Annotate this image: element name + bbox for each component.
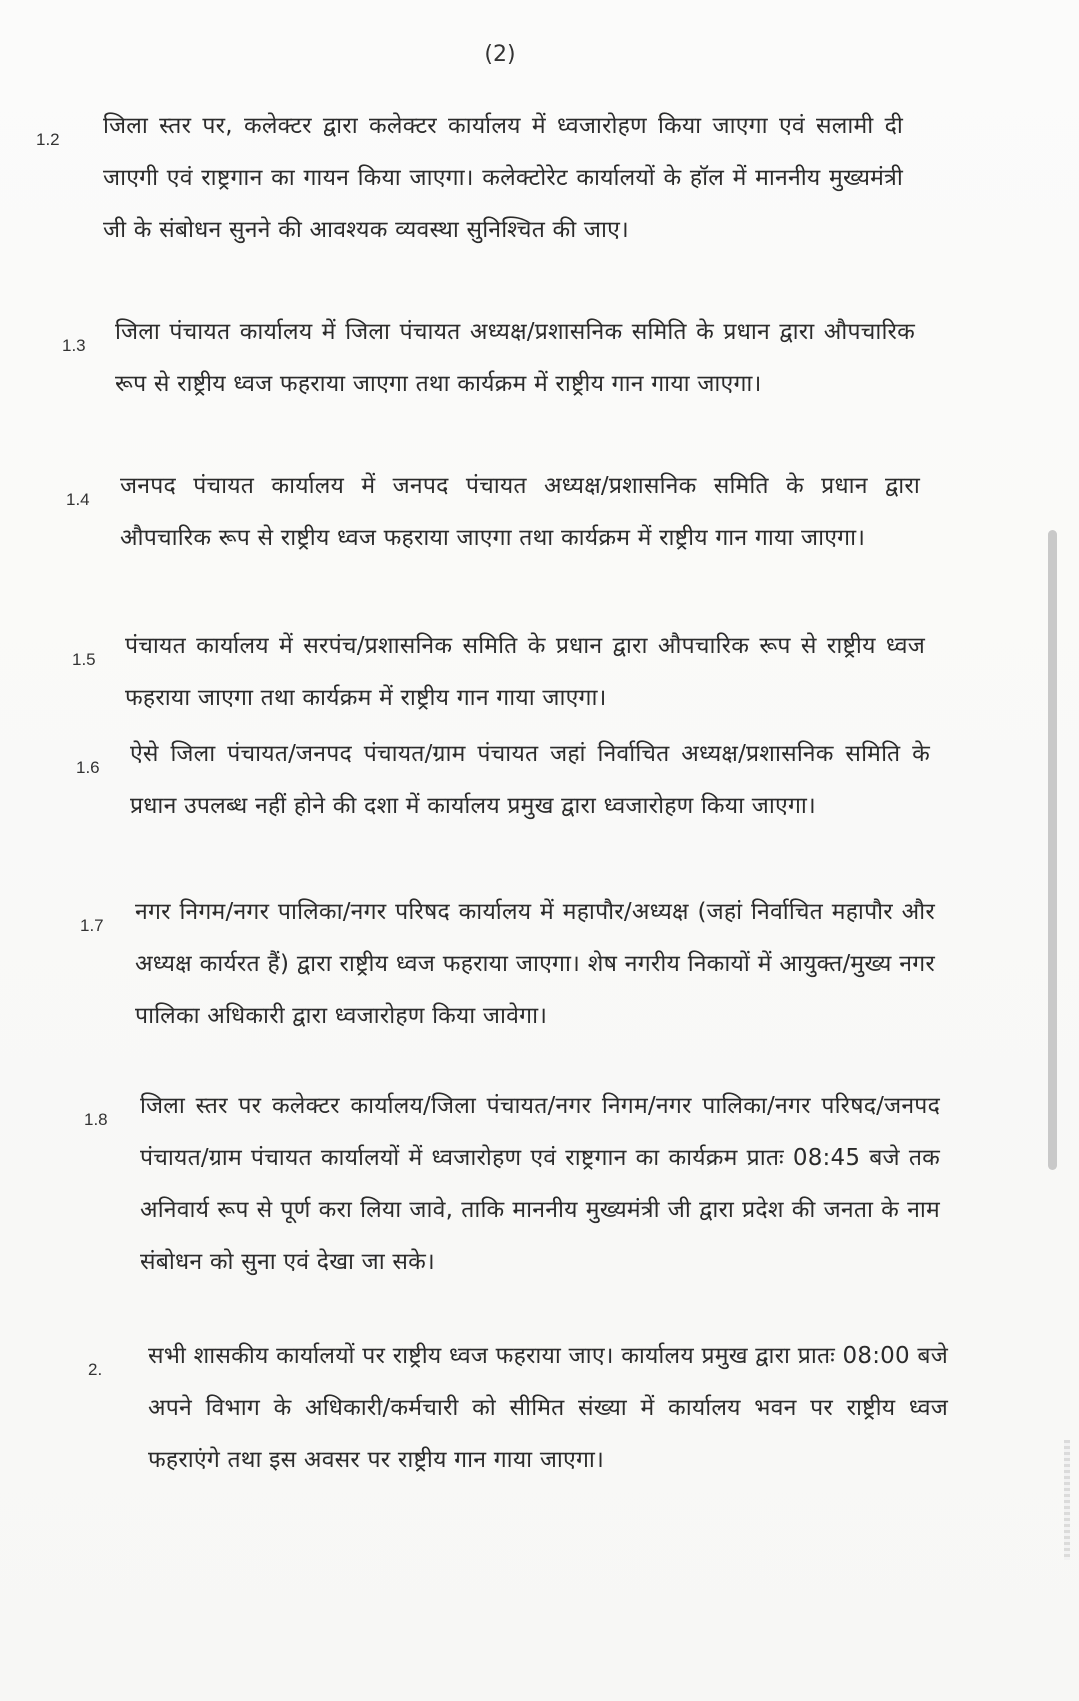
clause-text: जनपद पंचायत कार्यालय में जनपद पंचायत अध्यक्ष/प्रशासनिक समिति के प्रधान द्वारा औपचारिक रूप से राष्ट्रीय ध्वज फहराया जाएगा तथा कार्यक्रम में राष्ट्रीय गान गाया जाएगा।	[120, 473, 920, 551]
clause-number: 1.4	[66, 490, 90, 509]
clause-number: 1.7	[80, 916, 104, 935]
paper-edge-mark	[1064, 1440, 1070, 1560]
page-number: (2)	[484, 42, 516, 67]
clause-text: पंचायत कार्यालय में सरपंच/प्रशासनिक समिति के प्रधान द्वारा औपचारिक रूप से राष्ट्रीय ध्वज फहराया जाएगा तथा कार्यक्रम में राष्ट्रीय गान गाया जाएगा।	[125, 633, 925, 711]
clause-number: 2.	[88, 1360, 103, 1379]
clause-text: जिला स्तर पर कलेक्टर कार्यालय/जिला पंचायत/नगर निगम/नगर पालिका/नगर परिषद/जनपद पंचायत/ग्राम पंचायत कार्यालयों में ध्वजारोहण एवं राष्ट्रगान का कार्यक्रम प्रातः 08:45 बजे तक अनिवार्य रूप से पूर्ण करा लिया जावे, ताकि माननीय मुख्यमंत्री जी द्वारा प्रदेश की जनता के नाम संबोधन को सुना एवं देखा जा सके।	[140, 1093, 940, 1275]
vertical-scrollbar[interactable]	[1048, 530, 1057, 1170]
clause-number: 1.5	[72, 650, 96, 669]
clause-text: जिला पंचायत कार्यालय में जिला पंचायत अध्यक्ष/प्रशासनिक समिति के प्रधान द्वारा औपचारिक रूप से राष्ट्रीय ध्वज फहराया जाएगा तथा कार्यक्रम में राष्ट्रीय गान गाया जाएगा।	[115, 319, 915, 397]
clause-text: सभी शासकीय कार्यालयों पर राष्ट्रीय ध्वज फहराया जाए। कार्यालय प्रमुख द्वारा प्रातः 08:00 बजे अपने विभाग के अधिकारी/कर्मचारी को सीमित संख्या में कार्यालय भवन पर राष्ट्रीय ध्वज फहराएंगे तथा इस अवसर पर राष्ट्रीय गान गाया जाएगा।	[148, 1343, 948, 1473]
clause-text: जिला स्तर पर, कलेक्टर द्वारा कलेक्टर कार्यालय में ध्वजारोहण किया जाएगा एवं सलामी दी जाएगी एवं राष्ट्रगान का गायन किया जाएगा। कलेक्टोरेट कार्यालयों के हॉल में माननीय मुख्यमंत्री जी के संबोधन सुनने की आवश्यक व्यवस्था सुनिश्चित की जाए।	[103, 113, 903, 243]
clause-text: नगर निगम/नगर पालिका/नगर परिषद कार्यालय में महापौर/अध्यक्ष (जहां निर्वाचित महापौर और अध्यक्ष कार्यरत हैं) द्वारा राष्ट्रीय ध्वज फहराया जाएगा। शेष नगरीय निकायों में आयुक्त/मुख्य नगर पालिका अधिकारी द्वारा ध्वजारोहण किया जावेगा।	[135, 899, 935, 1029]
clause-number: 1.6	[76, 758, 100, 777]
clause-number: 1.3	[62, 336, 86, 355]
clause-number: 1.2	[36, 130, 60, 149]
clause-number: 1.8	[84, 1110, 108, 1129]
clause-text: ऐसे जिला पंचायत/जनपद पंचायत/ग्राम पंचायत जहां निर्वाचित अध्यक्ष/प्रशासनिक समिति के प्रधान उपलब्ध नहीं होने की दशा में कार्यालय प्रमुख द्वारा ध्वजारोहण किया जाएगा।	[130, 741, 930, 819]
